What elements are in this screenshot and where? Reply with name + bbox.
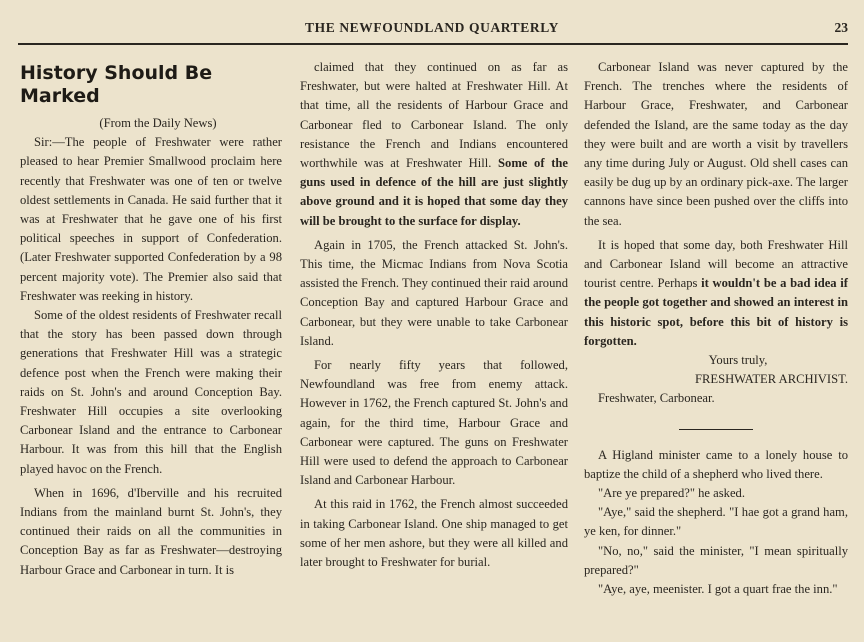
header-rule xyxy=(18,43,848,45)
paragraph: "Aye," said the shepherd. "I hae got a grand ham, ye ken, for dinner." xyxy=(584,505,848,539)
paragraph: "Are ye prepared?" he asked. xyxy=(598,486,745,501)
paragraph: "Aye, aye, meenister. I got a quart frae the inn." xyxy=(598,582,838,597)
paragraph-text: claimed that they continued on as far as Freshwater, but were halted at Freshwater Hill. At that time, all the residents of Harbour Grace and Carbonear fled to Carbonear Island. The only resistance the French and Indians encountered worthwhile was at Freshwater Hill. xyxy=(300,60,568,171)
column-2 xyxy=(300,58,568,572)
paragraph: Sir:—The people of Freshwater were rather pleased to hear Premier Smallwood proclaim here recently that Freshwater was one of ten or twelve oldest settlements in Canada. He said further that it was at Freshwater that he gave one of his first political speeches in support of Confederation. (Later Freshwater supported Confederation by a 98 percent majority vote). The Premier also said that Freshwater was reeking in history. xyxy=(20,135,282,303)
letter-place: Freshwater, Carbonear. xyxy=(598,391,715,406)
paragraph-text: It is hoped that some day, both Freshwater Hill and Carbonear Island will become an attractive tourist centre. Perhaps xyxy=(584,237,848,291)
paragraph-bold-text: it wouldn't be a bad idea if the people got together and showed an interest in this historic spot, before this bit of history is forgotten. xyxy=(584,276,848,348)
article-source: (From the Daily News) xyxy=(99,116,217,130)
publication-title: THE NEWFOUNDLAND QUARTERLY xyxy=(305,20,559,35)
section-divider xyxy=(679,429,753,430)
page-number: 23 xyxy=(834,20,848,35)
column-1 xyxy=(20,62,282,580)
paragraph: At this raid in 1762, the French almost succeeded in taking Carbonear Island. One ship managed to get some of her men ashore, but they were all killed and later brought to Freshwater for burial. xyxy=(300,497,568,570)
paragraph xyxy=(300,58,568,231)
column-3 xyxy=(584,58,848,599)
paragraph xyxy=(584,236,848,351)
article-headline: History Should Be Marked xyxy=(20,62,213,107)
paragraph: "No, no," said the minister, "I mean spiritually prepared?" xyxy=(584,543,848,577)
paragraph: Carbonear Island was never captured by the French. The trenches where the residents of Harbour Grace, Freshwater, and Carbonear defended the Island, are the same today as the day they were built and are worth a visit by travellers any time during July or August. Old shell cases can easily be dug up by an ordinary pick-axe. The larger cannons have since been pushed over the cliffs into the sea. xyxy=(584,60,848,228)
paragraph: When in 1696, d'Iberville and his recruited Indians from the mainland burnt St. John's, they continued their raids on all the communities in Conception Bay as far as Freshwater—destroying Harbour Grace and Carbonear in turn. It is xyxy=(20,485,282,577)
running-header xyxy=(0,20,864,38)
paragraph: A Higland minister came to a lonely house to baptize the child of a shepherd who lived there. xyxy=(584,447,848,481)
paragraph: Some of the oldest residents of Freshwater recall that the story has been passed down through generations that Freshwater Hill was a strategic defence post when the French were making their raids on St. John's and around Conception Bay. Freshwater Hill occupies a site overlooking Carbonear Island and the entrance to Carbonear Harbour. It was from this hill that the English played havoc on the French. xyxy=(20,308,282,476)
letter-closing: Yours truly, xyxy=(708,353,768,368)
letter-signature: FRESHWATER ARCHIVIST. xyxy=(694,372,848,387)
paragraph: For nearly fifty years that followed, Newfoundland was free from enemy attack. However in 1762, the French captured St. John's and again, for the third time, Harbour Grace and Carbonear were captured. The guns on Freshwater Hill were used to defend the approach to Carbonear Island and Carbonear Harbour. xyxy=(300,358,568,488)
paragraph: Again in 1705, the French attacked St. John's. This time, the Micmac Indians from Nova Scotia assisted the French. They continued their raid around Conception Bay and captured Harbour Grace and Carbonear, but they were unable to take Carbonear Island. xyxy=(300,237,568,348)
paragraph-bold-text: Some of the guns used in defence of the hill are just slightly above ground and it is hoped that some day they will be brought to the surface for display. xyxy=(300,156,568,228)
